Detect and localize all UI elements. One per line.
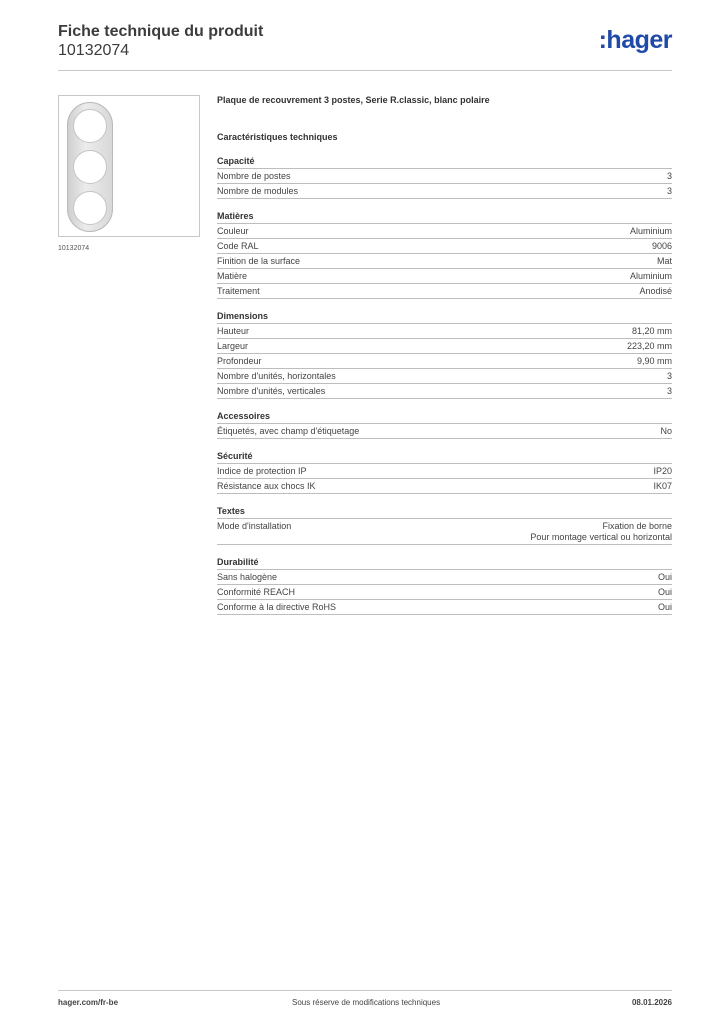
hager-logo: :hager	[598, 26, 672, 54]
spec-value	[667, 186, 672, 197]
plate-opening	[73, 150, 107, 184]
spec-row	[217, 284, 672, 299]
footer-date: 08.01.2026	[631, 998, 672, 1007]
spec-label: Mode d'installation	[217, 521, 292, 531]
spec-value-line: Mat	[656, 256, 672, 266]
spec-value	[637, 356, 672, 367]
spec-value	[630, 226, 672, 237]
spec-section	[217, 506, 672, 545]
spec-label: Finition de la surface	[217, 256, 301, 266]
spec-value	[630, 271, 672, 282]
spec-label: Couleur	[217, 226, 249, 236]
spec-row	[217, 424, 672, 439]
document-title: Fiche technique du produit	[58, 23, 264, 40]
product-image	[58, 95, 200, 237]
spec-label: Nombre de postes	[217, 171, 291, 181]
spec-content	[217, 95, 672, 627]
spec-value	[639, 286, 672, 297]
spec-section	[217, 411, 672, 439]
spec-row	[217, 324, 672, 339]
spec-label: Profondeur	[217, 356, 262, 366]
spec-row	[217, 269, 672, 284]
spec-label: Code RAL	[217, 241, 259, 251]
spec-value	[667, 171, 672, 182]
plate-opening	[73, 109, 107, 143]
spec-row	[217, 369, 672, 384]
spec-section	[217, 156, 672, 199]
spec-row	[217, 339, 672, 354]
spec-label: Matière	[217, 271, 248, 281]
spec-label: Indice de protection IP	[217, 466, 307, 476]
spec-row	[217, 570, 672, 585]
section-title: Capacité	[217, 156, 672, 169]
header-divider	[58, 70, 672, 71]
spec-label: Nombre de modules	[217, 186, 299, 196]
spec-value-line: IP20	[653, 466, 672, 476]
spec-row	[217, 254, 672, 269]
spec-value-line: 223,20 mm	[626, 341, 672, 351]
spec-value	[667, 371, 672, 382]
cover-plate-icon	[67, 102, 113, 232]
plate-opening	[73, 191, 107, 225]
spec-value	[667, 386, 672, 397]
footer-disclaimer: Sous réserve de modifications techniques	[292, 998, 441, 1007]
spec-value-line: No	[660, 426, 672, 436]
spec-row	[217, 224, 672, 239]
spec-label: Largeur	[217, 341, 249, 351]
spec-value	[658, 602, 672, 613]
spec-value	[530, 521, 672, 543]
spec-value-line: 3	[666, 186, 672, 196]
spec-value	[632, 326, 672, 337]
spec-label: Nombre d'unités, horizontales	[217, 371, 336, 381]
spec-value-line: Oui	[657, 572, 672, 582]
spec-value	[652, 241, 672, 252]
spec-value-line: Pour montage vertical ou horizontal	[530, 532, 672, 542]
spec-value-line: Aluminium	[629, 226, 672, 236]
spec-row	[217, 600, 672, 615]
spec-label: Hauteur	[217, 326, 250, 336]
spec-label: Conformité REACH	[217, 587, 296, 597]
spec-label: Nombre d'unités, verticales	[217, 386, 326, 396]
spec-value	[658, 587, 672, 598]
spec-row	[217, 479, 672, 494]
spec-value	[658, 572, 672, 583]
spec-value-line: 3	[666, 171, 672, 181]
section-title: Matières	[217, 211, 672, 224]
spec-value-line: Anodisé	[639, 286, 672, 296]
spec-label: Sans halogène	[217, 572, 278, 582]
spec-section	[217, 311, 672, 399]
spec-value	[627, 341, 672, 352]
spec-value-line: 81,20 mm	[631, 326, 672, 336]
spec-row	[217, 519, 672, 545]
spec-value-line: 9006	[651, 241, 672, 251]
product-name: Plaque de recouvrement 3 postes, Serie R.classic, blanc polaire	[217, 95, 490, 105]
spec-row	[217, 464, 672, 479]
spec-section	[217, 451, 672, 494]
footer-website: hager.com/fr-be	[58, 998, 119, 1007]
spec-row	[217, 384, 672, 399]
section-title: Sécurité	[217, 451, 672, 464]
spec-row	[217, 169, 672, 184]
spec-section	[217, 211, 672, 299]
section-title: Dimensions	[217, 311, 672, 324]
document-header	[58, 22, 263, 60]
section-title: Accessoires	[217, 411, 672, 424]
section-title: Durabilité	[217, 557, 672, 570]
tech-specs-heading: Caractéristiques techniques	[217, 132, 338, 142]
spec-label: Étiquetés, avec champ d'étiquetage	[217, 426, 360, 436]
spec-value-line: IK07	[653, 481, 672, 491]
spec-label: Conforme à la directive RoHS	[217, 602, 337, 612]
section-title: Textes	[217, 506, 672, 519]
footer-divider	[58, 990, 672, 991]
spec-value	[653, 481, 672, 492]
spec-value-line: 3	[666, 371, 672, 381]
spec-value-line: Oui	[657, 587, 672, 597]
spec-row	[217, 354, 672, 369]
product-image-caption: 10132074	[58, 245, 90, 252]
spec-value-line: 3	[666, 386, 672, 396]
spec-sections	[217, 156, 672, 615]
spec-section	[217, 557, 672, 615]
spec-value-line: 9,90 mm	[636, 356, 672, 366]
document-number: 10132074	[58, 42, 130, 59]
spec-value	[660, 426, 672, 437]
spec-value-line: Oui	[657, 602, 672, 612]
spec-row	[217, 585, 672, 600]
spec-value-line: Aluminium	[629, 271, 672, 281]
spec-value-line: Fixation de borne	[602, 521, 672, 531]
spec-label: Résistance aux chocs IK	[217, 481, 316, 491]
spec-value	[657, 256, 672, 267]
spec-value	[653, 466, 672, 477]
spec-row	[217, 239, 672, 254]
spec-label: Traitement	[217, 286, 260, 296]
spec-row	[217, 184, 672, 199]
